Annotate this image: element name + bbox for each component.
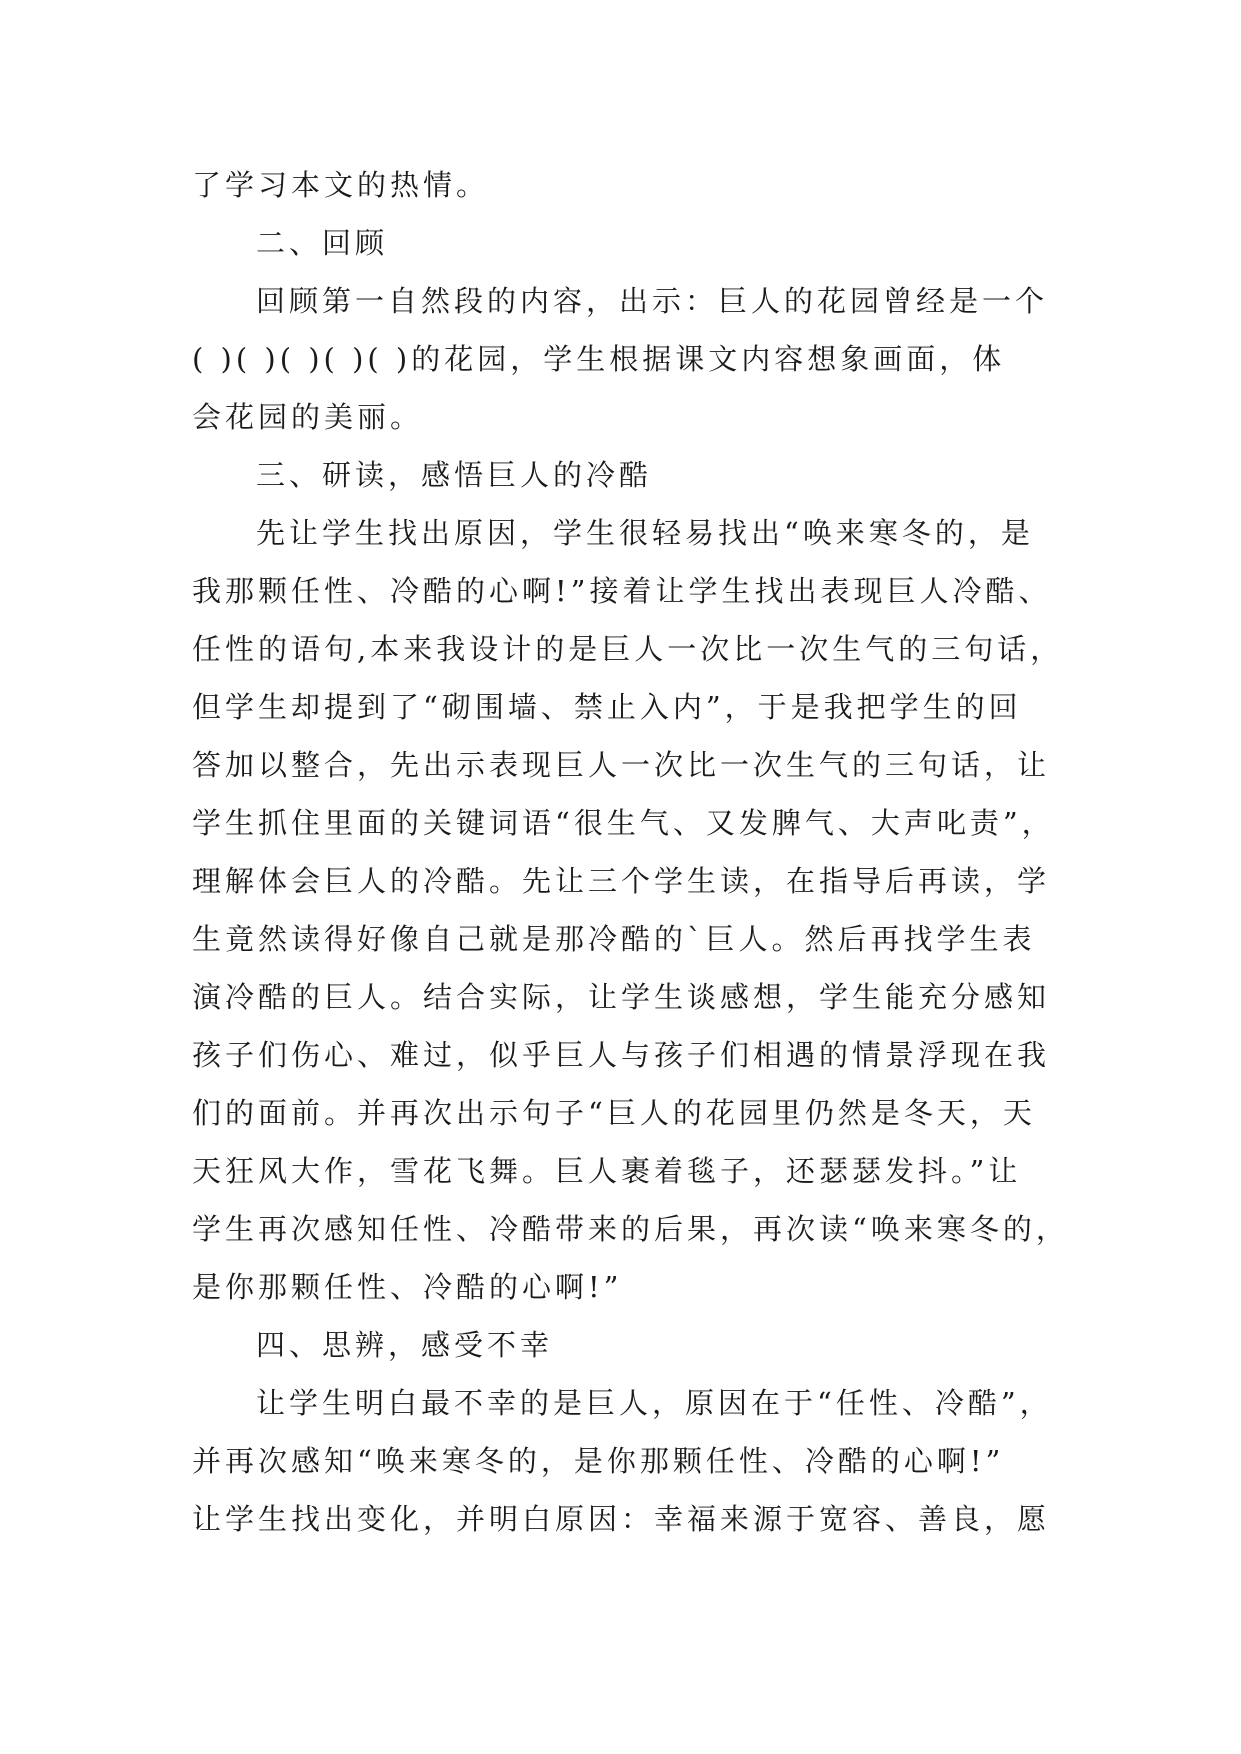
text-line: 我那颗任性、冷酷的心啊!”接着让学生找出表现巨人冷酷、 bbox=[192, 574, 1052, 608]
text-line: 让学生找出变化，并明白原因：幸福来源于宽容、善良，愿 bbox=[192, 1502, 1051, 1536]
document-body bbox=[192, 156, 1069, 1548]
section-heading-study: 三、研读，感悟巨人的冷酷 bbox=[256, 458, 653, 492]
text-line: 们的面前。并再次出示句子“巨人的花园里仍然是冬天，天 bbox=[192, 1096, 1036, 1130]
text-line: ( )( )( )( )( )的花园，学生根据课文内容想象画面，体 bbox=[192, 342, 1006, 376]
text-line: 回顾第一自然段的内容，出示：巨人的花园曾经是一个 bbox=[256, 284, 1049, 318]
section-heading-review: 二、回顾 bbox=[256, 226, 389, 260]
text-line: 演冷酷的巨人。结合实际，让学生谈感想，学生能充分感知 bbox=[192, 980, 1051, 1014]
text-line: 了学习本文的热情。 bbox=[192, 168, 490, 202]
text-line: 会花园的美丽。 bbox=[192, 400, 424, 434]
text-line: 让学生明白最不幸的是巨人，原因在于“任性、冷酷”， bbox=[256, 1386, 1053, 1420]
text-line: 天狂风大作，雪花飞舞。巨人裹着毯子，还瑟瑟发抖。”让 bbox=[192, 1154, 1022, 1188]
text-line: 是你那颗任性、冷酷的心啊!” bbox=[192, 1270, 623, 1304]
section-heading-reflect: 四、思辨，感受不幸 bbox=[256, 1328, 554, 1362]
text-line: 但学生却提到了“砌围墙、禁止入内”，于是我把学生的回 bbox=[192, 690, 1022, 724]
text-line: 答加以整合，先出示表现巨人一次比一次生气的三句话，让 bbox=[192, 748, 1051, 782]
text-line: 孩子们伤心、难过，似乎巨人与孩子们相遇的情景浮现在我 bbox=[192, 1038, 1051, 1072]
text-line: 先让学生找出原因，学生很轻易找出“唤来寒冬的，是 bbox=[256, 516, 1034, 550]
text-line: 并再次感知“唤来寒冬的，是你那颗任性、冷酷的心啊!” bbox=[192, 1444, 1005, 1478]
text-line: 学生抓住里面的关键词语“很生气、又发脾气、大声叱责”， bbox=[192, 806, 1055, 840]
text-line: 生竟然读得好像自己就是那冷酷的`巨人。然后再找学生表 bbox=[192, 922, 1036, 956]
text-line: 任性的语句,本来我设计的是巨人一次比一次生气的三句话， bbox=[192, 632, 1064, 666]
text-line: 学生再次感知任性、冷酷带来的后果，再次读“唤来寒冬的， bbox=[192, 1212, 1069, 1246]
text-line: 理解体会巨人的冷酷。先让三个学生读，在指导后再读，学 bbox=[192, 864, 1051, 898]
